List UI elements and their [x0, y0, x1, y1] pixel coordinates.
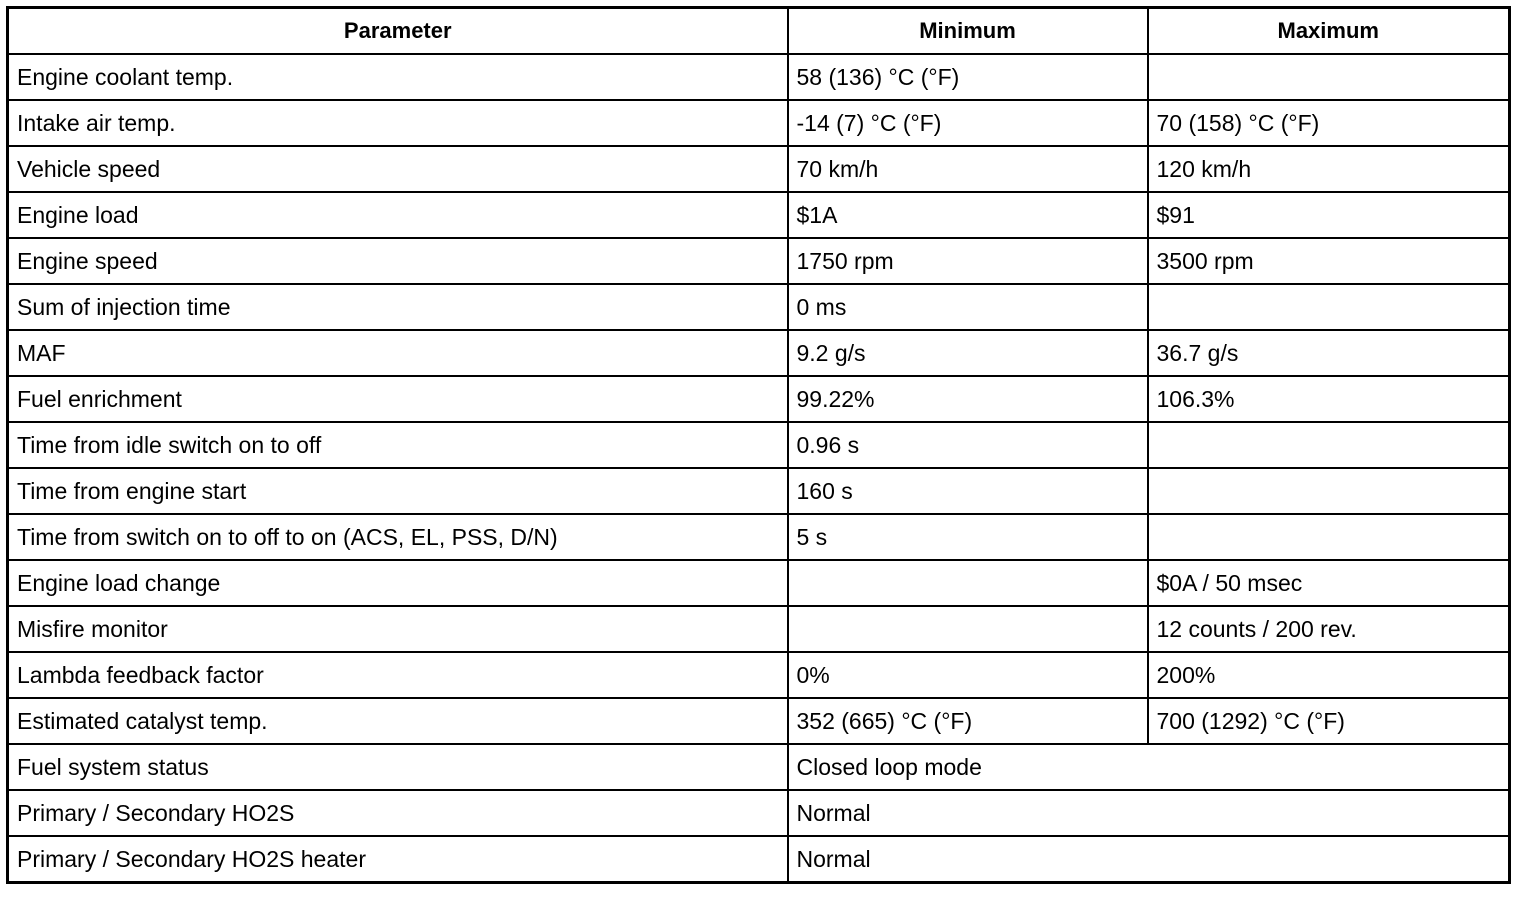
cell-parameter: Estimated catalyst temp. [8, 698, 788, 744]
cell-maximum: 3500 rpm [1148, 238, 1510, 284]
cell-minimum: 0 ms [788, 284, 1148, 330]
table-row [8, 146, 1510, 192]
table-row [8, 836, 1510, 883]
parameter-table [6, 6, 1511, 884]
cell-parameter: Intake air temp. [8, 100, 788, 146]
table-row [8, 192, 1510, 238]
cell-maximum: 70 (158) °C (°F) [1148, 100, 1510, 146]
cell-parameter: Sum of injection time [8, 284, 788, 330]
cell-parameter: Time from switch on to off to on (ACS, EL, PSS, D/N) [8, 514, 788, 560]
cell-parameter: Vehicle speed [8, 146, 788, 192]
cell-maximum: $91 [1148, 192, 1510, 238]
cell-maximum: 700 (1292) °C (°F) [1148, 698, 1510, 744]
cell-minimum: 0.96 s [788, 422, 1148, 468]
cell-combined-value: Normal [788, 790, 1510, 836]
cell-maximum: 36.7 g/s [1148, 330, 1510, 376]
header-parameter: Parameter [8, 8, 788, 55]
cell-parameter: Engine speed [8, 238, 788, 284]
cell-combined-value: Closed loop mode [788, 744, 1510, 790]
cell-parameter: Engine load change [8, 560, 788, 606]
cell-parameter: Primary / Secondary HO2S [8, 790, 788, 836]
cell-minimum: 160 s [788, 468, 1148, 514]
cell-minimum: 9.2 g/s [788, 330, 1148, 376]
cell-maximum [1148, 514, 1510, 560]
table-row [8, 744, 1510, 790]
cell-parameter: MAF [8, 330, 788, 376]
cell-parameter: Misfire monitor [8, 606, 788, 652]
cell-parameter: Fuel system status [8, 744, 788, 790]
cell-minimum [788, 606, 1148, 652]
cell-maximum [1148, 284, 1510, 330]
header-maximum: Maximum [1148, 8, 1510, 55]
table-header-row [8, 8, 1510, 55]
cell-maximum [1148, 54, 1510, 100]
table-row [8, 652, 1510, 698]
cell-parameter: Fuel enrichment [8, 376, 788, 422]
cell-maximum: $0A / 50 msec [1148, 560, 1510, 606]
cell-maximum: 106.3% [1148, 376, 1510, 422]
cell-parameter: Time from idle switch on to off [8, 422, 788, 468]
table-row [8, 330, 1510, 376]
header-minimum: Minimum [788, 8, 1148, 55]
table-row [8, 284, 1510, 330]
cell-minimum: 5 s [788, 514, 1148, 560]
cell-minimum: 58 (136) °C (°F) [788, 54, 1148, 100]
table-row [8, 698, 1510, 744]
cell-maximum [1148, 468, 1510, 514]
table-row [8, 468, 1510, 514]
cell-parameter: Lambda feedback factor [8, 652, 788, 698]
table-row [8, 606, 1510, 652]
cell-minimum: -14 (7) °C (°F) [788, 100, 1148, 146]
cell-parameter: Primary / Secondary HO2S heater [8, 836, 788, 883]
cell-minimum: $1A [788, 192, 1148, 238]
cell-parameter: Time from engine start [8, 468, 788, 514]
cell-minimum: 0% [788, 652, 1148, 698]
cell-minimum: 70 km/h [788, 146, 1148, 192]
cell-maximum: 12 counts / 200 rev. [1148, 606, 1510, 652]
cell-parameter: Engine load [8, 192, 788, 238]
table-row [8, 560, 1510, 606]
table-row [8, 54, 1510, 100]
table-row [8, 790, 1510, 836]
cell-minimum: 1750 rpm [788, 238, 1148, 284]
table-row [8, 238, 1510, 284]
table-row [8, 100, 1510, 146]
cell-minimum: 99.22% [788, 376, 1148, 422]
table-row [8, 422, 1510, 468]
cell-combined-value: Normal [788, 836, 1510, 883]
cell-maximum [1148, 422, 1510, 468]
cell-maximum: 200% [1148, 652, 1510, 698]
cell-maximum: 120 km/h [1148, 146, 1510, 192]
table-row [8, 376, 1510, 422]
cell-minimum: 352 (665) °C (°F) [788, 698, 1148, 744]
cell-parameter: Engine coolant temp. [8, 54, 788, 100]
table-row [8, 514, 1510, 560]
cell-minimum [788, 560, 1148, 606]
